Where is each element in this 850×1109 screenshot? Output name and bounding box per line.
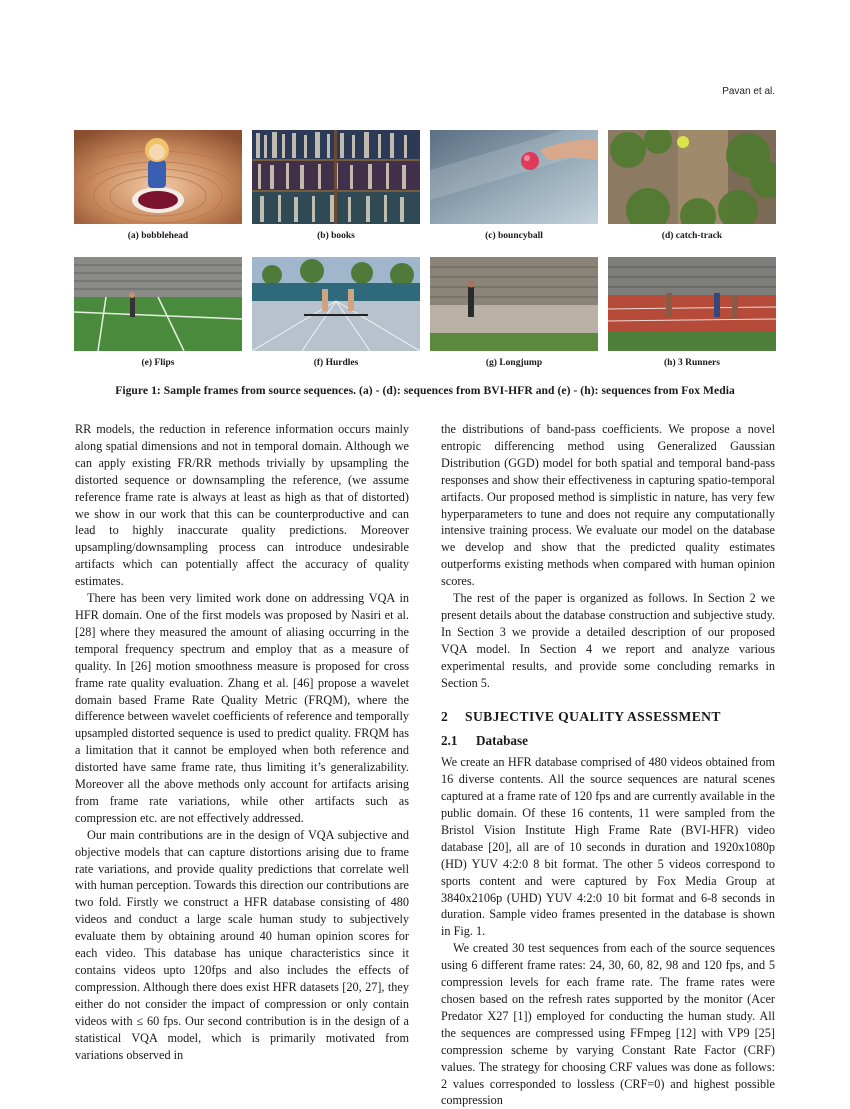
right-paragraph-4: We created 30 test sequences from each of the source sequences using 6 different frame rates: 24, 30, 60, 82, 98 and 120 fps, and 5 compression levels for each frame rate. The frame rates were chosen based on the refresh rates supported by the monitor (Acer Predator X27 [1]) employed for conducting the human study. All the sequences are compressed using FFmpeg [12] with VP9 [25] compression scheme by varying Constant Rate Factor (CRF) values. The strategy for choosing CRF values was done as follows: 2 values corresponded to lossless (CRF=0) and highest possible compression bbox=[441, 941, 775, 1108]
right-paragraph-2: The rest of the paper is organized as follows. In Section 2 we present details about the database construction and subjective study. In Section 3 we provide a detailed description of our proposed VQA model. In Section 4 we report and analyze various experimental results, and provide some concluding remarks in Section 5. bbox=[441, 591, 775, 690]
running-head: Pavan et al. bbox=[722, 86, 775, 97]
bobblehead-image bbox=[74, 130, 242, 224]
panel-b-label: (b) books bbox=[317, 231, 355, 241]
figure-row-2 bbox=[74, 257, 776, 368]
section-heading bbox=[441, 709, 775, 726]
flips-image bbox=[74, 257, 242, 351]
panel-f-label: (f) Hurdles bbox=[313, 358, 359, 368]
books-image bbox=[252, 130, 420, 224]
figure-panel-d bbox=[608, 130, 776, 241]
figure-panel-e bbox=[74, 257, 242, 368]
panel-e-label: (e) Flips bbox=[141, 358, 175, 368]
subsection-heading bbox=[441, 733, 775, 750]
section-title: SUBJECTIVE QUALITY ASSESSMENT bbox=[465, 708, 721, 724]
figure-panel-c bbox=[430, 130, 598, 241]
panel-h-label: (h) 3 Runners bbox=[664, 358, 720, 368]
subsection-number: 2.1 bbox=[441, 733, 458, 749]
longjump-image bbox=[430, 257, 598, 351]
left-paragraph-2: There has been very limited work done on addressing VQA in HFR domain. One of the first models was proposed by Nasiri et al. [28] where they measured the amount of aliasing occurring in the temporal frequency spectrum and employ that as a measure of quality. In [26] motion smoothness measure is proposed for cross frame rate quality evaluation. Zhang et al. [46] propose a wavelet domain based Frame Rate Quality Metric (FRQM), where the difference between wavelet coefficients of reference and temporally upsampled distorted sequence is used to predict quality. FRQM has a limitation that it cannot be employed when both reference and distorted have same frame rate, thus limiting it’s generalizability. Moreover all the above methods only account for artifacts arising from frame rate variations, while other artifacts such as compression etc. are not effectively addressed. bbox=[75, 591, 409, 825]
right-paragraph-3: We create an HFR database comprised of 480 videos obtained from 16 diverse contents. All the source sequences are natural scenes captured at a frame rate of 120 fps and are currently available in the public domain. Of these 16 contents, 11 were sampled from the Bristol Vision Institute High Frame Rate (BVI-HFR) video database [20], all are of 10 seconds in duration and 1920x1080p (HD) YUV 4:2:0 8 bit format. The other 5 videos correspond to sports content and were captured by Fox Media Group at 3840x2106p (UHD) YUV 4:2:0 10 bit format and 6-8 seconds in duration. Sample video frames presented in the database is shown in Fig. 1. bbox=[441, 755, 775, 939]
bouncyball-image bbox=[430, 130, 598, 224]
right-column bbox=[441, 421, 775, 1109]
figure-panel-a bbox=[74, 130, 242, 241]
figure-panel-b bbox=[252, 130, 420, 241]
figure-row-1 bbox=[74, 130, 776, 241]
panel-c-label: (c) bouncyball bbox=[485, 231, 543, 241]
left-column bbox=[75, 421, 409, 1063]
panel-d-label: (d) catch-track bbox=[661, 231, 723, 241]
figure-caption: Figure 1: Sample frames from source sequences. (a) - (d): sequences from BVI-HFR and (e) - (h): sequences from Fox Media bbox=[115, 384, 735, 397]
panel-a-label: (a) bobblehead bbox=[127, 231, 189, 241]
right-paragraph-1: the distributions of band-pass coefficients. We propose a novel entropic differencing method using Generalized Gaussian Distribution (GGD) model for both spatial and temporal band-pass responses and show their effectiveness in capturing spatio-temporal artifacts. Our proposed method is simplistic in nature, has very few hyperparameters to tune and does not require any computationally intensive training process. We evaluate our model on the database we develop and show that the predicted quality estimates outperforms existing methods when compared with human opinion scores. bbox=[441, 422, 775, 589]
figure-panel-f bbox=[252, 257, 420, 368]
figure-panel-h bbox=[608, 257, 776, 368]
panel-g-label: (g) Longjump bbox=[485, 358, 543, 368]
3-runners-image bbox=[608, 257, 776, 351]
section-number: 2 bbox=[441, 708, 449, 724]
figure-panel-g bbox=[430, 257, 598, 368]
left-paragraph-1: RR models, the reduction in reference information occurs mainly along spatial dimensions and not in temporal domain. Although we can apply existing FR/RR methods trivially by upsampling the distorted sequence or downsampling the reference, (we assume reference frame rate is always at least as high as that of distorted) we show in our work that this can be counterproductive and can lead to highly inaccurate quality predictions. Moreover upsampling/downsampling process can introduce undesirable artifacts which can potentially affect the accuracy of quality estimates. bbox=[75, 422, 409, 589]
subsection-title: Database bbox=[476, 733, 529, 749]
left-paragraph-3: Our main contributions are in the design of VQA subjective and objective models that can capture distortions arising due to frame rate variations, and provide quality predictions that correlate well with human perception. Towards this direction our contributions are two fold. Firstly we construct a HFR database consisting of 480 videos and conduct a large scale human study to subjectively evaluate them by obtaining around 40 human opinion scores for each video. This database has unique characteristics since it contains videos upto 120fps and also includes the effects of compression. Although there does exist HFR datasets [20, 27], they either do not consider the impact of compression or only contain videos with ≤ 60 fps. Our second contribution is in the design of a statistical VQA model, which is primarily motivated from variations observed in bbox=[75, 827, 409, 1062]
catch-track-image bbox=[608, 130, 776, 224]
hurdles-image bbox=[252, 257, 420, 351]
